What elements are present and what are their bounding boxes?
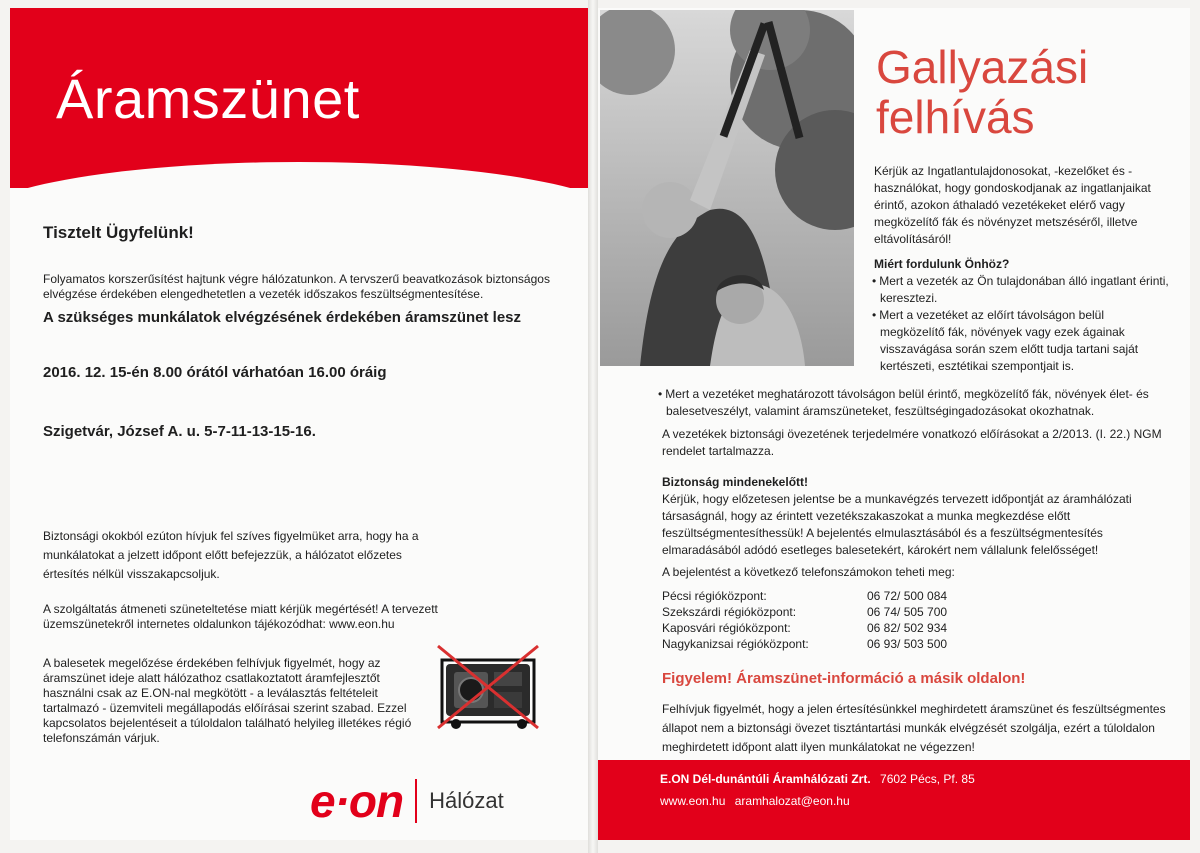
phone-region: Nagykanizsai régióközpont: (662, 637, 809, 651)
why-bullets-wide (656, 386, 1176, 420)
pruning-intro: Kérjük az Ingatlantulajdonosokat, -kezelőket és -használókat, hogy gondoskodjanak az ingatlanjaikat érintő, azokon áthaladó vezetékeket elérő vagy megközelítő fák és növényzet metszéséről, illetve eltávolításáról! (874, 164, 1151, 246)
greeting: Tisztelt Ügyfelünk! (43, 223, 194, 242)
phone-intro: A bejelentést a következő telefonszámokon teheti meg: (662, 565, 955, 579)
footer-line2 (660, 794, 850, 808)
left-title: Áramszünet (56, 67, 360, 130)
attention-heading: Figyelem! Áramszünet-információ a másik oldalon! (662, 670, 1026, 687)
footer-line1 (660, 772, 975, 786)
generator-notice: A balesetek megelőzése érdekében felhívjuk figyelmét, hogy az áramszünet ideje alatt hálózathoz csatlakoztatott áramfejlesztőt használni csak az E.ON-nal megkötött - a leválasztás feltételeit tartalmazó - üzemviteli megállapodás előírásai szerint szabad. Ezzel kapcsolatos bejelentéseit a túloldalon található helyileg illetékes régió telefonszámán várjuk. (43, 656, 412, 745)
outage-datetime: 2016. 12. 15-én 8.00 órától várhatóan 16.00 óráig (43, 364, 387, 381)
phone-row (662, 588, 947, 604)
phone-number: 06 74/ 505 700 (867, 605, 948, 619)
why-bullet: • Mert a vezeték az Ön tulajdonában álló ingatlant érinti, keresztezi. (870, 273, 1170, 307)
why-bullet: • Mert a vezetéket az előírt távolságon belül megközelítő fák, növények vagy ezek ágainak visszavágása során szem előtt tudja tartani saját kertészeti, esztétikai szempontjait is. (870, 307, 1170, 375)
right-page (598, 8, 1190, 840)
right-title-line1: Gallyazási (876, 41, 1089, 93)
left-page (10, 8, 588, 840)
crossed-generator-icon (432, 642, 544, 730)
eon-logo-mark: e·on (310, 775, 404, 827)
right-title (876, 42, 1088, 142)
footer-web-link[interactable]: www.eon.hu (660, 794, 726, 808)
phone-number: 06 72/ 500 084 (867, 589, 948, 603)
right-footer (598, 760, 1190, 840)
right-title-line2: felhívás (876, 91, 1035, 143)
phone-row (662, 620, 947, 636)
understanding-notice: A szolgáltatás átmeneti szüneteltetése miatt kérjük megértését! A tervezett üzemszünetekről internetes oldalunkon tájékozódhat: www.eon.hu (43, 602, 438, 631)
why-title: Miért fordulunk Önhöz? (874, 257, 1010, 271)
footer-company: E.ON Dél-dunántúli Áramhálózati Zrt. (660, 772, 871, 786)
logo-separator (415, 779, 417, 823)
phone-number: 06 93/ 503 500 (867, 637, 948, 651)
safety-text: Kérjük, hogy előzetesen jelentse be a munkavégzés tervezett időpontját az áramhálózati társaságnál, hogy az érintett vezetékszakaszokat a munka megkezdése előtt feszültségmentesíthessük! A bejelentés elmulasztásából és a feszültségmentesítés elmaradásából adódó esetleges balesetekért, károkért nem vállalunk felelősséget! (662, 492, 1132, 557)
regulation-text: A vezetékek biztonsági övezetének terjedelmére vonatkozó előírásokat a 2/2013. (I. 22.) NGM rendelet tartalmazza. (662, 427, 1162, 458)
intro-paragraph: Folyamatos korszerűsítést hajtunk végre hálózatunkon. A tervszerű beavatkozások biztonságos elvégzése érdekében elengedhetetlen a vezeték időszakos feszültségmentesítése. (43, 272, 550, 301)
phone-row (662, 604, 947, 620)
phone-region: Szekszárdi régióközpont: (662, 605, 797, 619)
final-notice: Felhívjuk figyelmét, hogy a jelen értesítésünkkel meghirdetett áramszünet és feszültségmentes állapot nem a biztonsági övezet tisztántartási munkák elvégzését szolgálja, ezért a túloldalon meghirdetett időpont alatt ilyen munkálatokat ne végezzen! (662, 702, 1166, 754)
why-bullets (870, 273, 1170, 375)
outage-location: Szigetvár, József A. u. 5-7-11-13-15-16. (43, 423, 316, 440)
phone-region: Pécsi régióközpont: (662, 589, 767, 603)
logo-subtitle: Hálózat (429, 788, 504, 813)
footer-email-link[interactable]: aramhalozat@eon.hu (734, 794, 850, 808)
page-gutter (588, 0, 598, 853)
outage-headline: A szükséges munkálatok elvégzésének érdekében áramszünet lesz (43, 309, 522, 326)
phone-number: 06 82/ 502 934 (867, 621, 948, 635)
phone-list (662, 588, 947, 652)
tree-pruning-photo (600, 10, 854, 366)
safety-title: Biztonság mindenekelőtt! (662, 475, 809, 489)
safety-notice: Biztonsági okokból ezúton hívjuk fel szíves figyelmüket arra, hogy ha a munkálatokat a jelzett időpont előtt befejezzük, a hálózatot előzetes értesítés nélkül visszakapcsoljuk. (43, 529, 419, 581)
eon-logo (310, 776, 504, 826)
footer-address: 7602 Pécs, Pf. 85 (880, 772, 975, 786)
why-bullet: • Mert a vezetéket meghatározott távolságon belül érintő, megközelítő fák, növények élet- és balesetveszélyt, valamint áramszüneteket, feszültségingadozásokat okozhatnak. (656, 386, 1176, 420)
phone-row (662, 636, 947, 652)
phone-region: Kaposvári régióközpont: (662, 621, 791, 635)
